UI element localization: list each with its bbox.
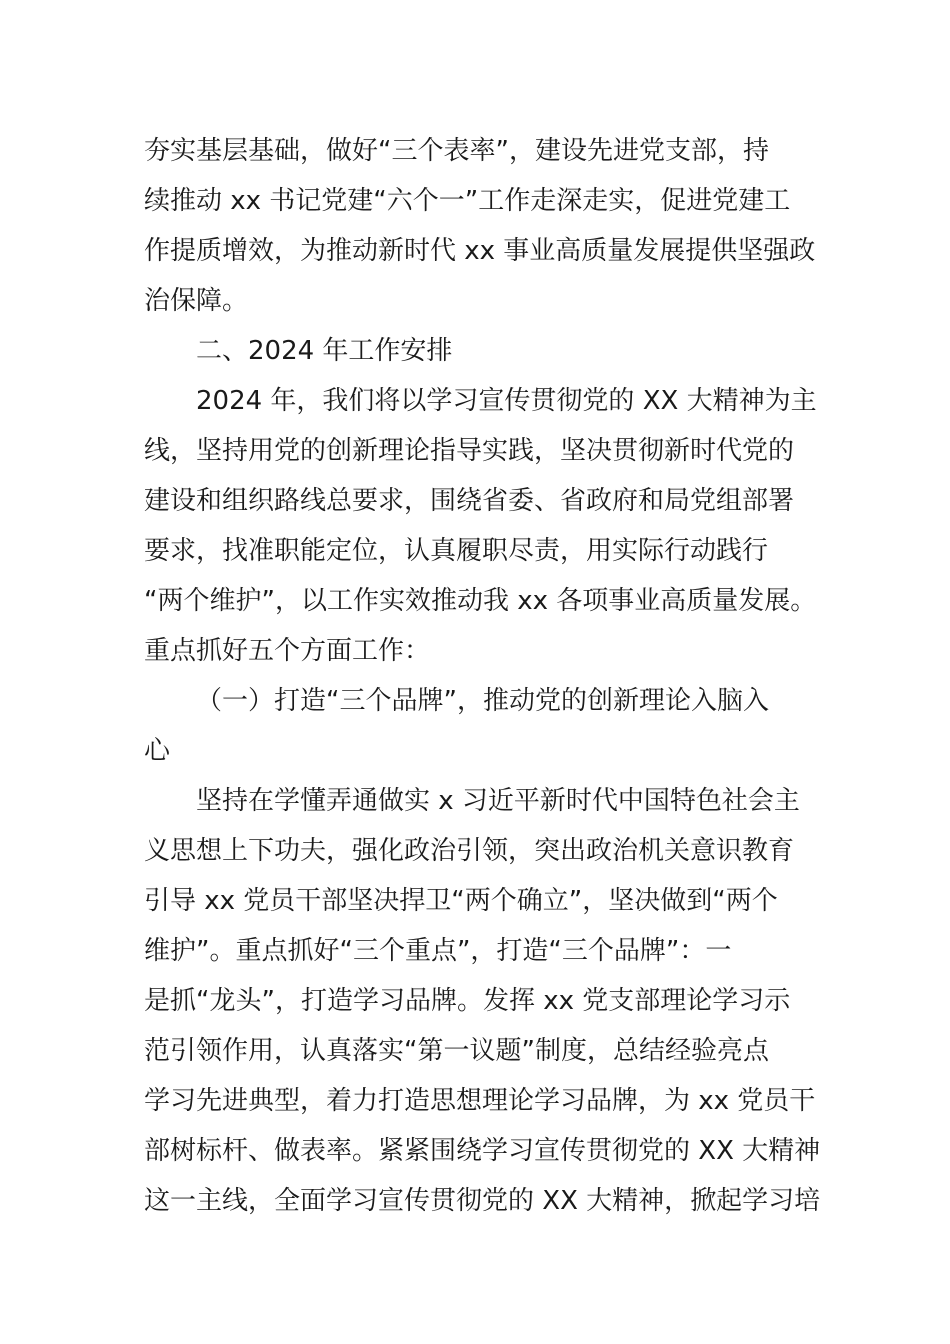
paragraph-line: 要求，找准职能定位，认真履职尽责，用实际行动践行 <box>144 536 769 566</box>
paragraph-line: 坚持在学懂弄通做实 x 习近平新时代中国特色社会主 <box>196 786 800 816</box>
paragraph-line: 作提质增效，为推动新时代 xx 事业高质量发展提供坚强政 <box>144 236 816 266</box>
paragraph-line: 学习先进典型，着力打造思想理论学习品牌，为 xx 党员干 <box>144 1086 816 1116</box>
paragraph-line: 维护”。重点抓好“三个重点”，打造“三个品牌”：一 <box>144 936 732 966</box>
subsection-heading-continued: 心 <box>144 736 171 766</box>
section-heading: 二、2024 年工作安排 <box>196 336 453 366</box>
subsection-heading: （一）打造“三个品牌”，推动党的创新理论入脑入 <box>196 686 769 716</box>
paragraph-line: 是抓“龙头”，打造学习品牌。发挥 xx 党支部理论学习示 <box>144 986 791 1016</box>
paragraph-line: 2024 年，我们将以学习宣传贯彻党的 XX 大精神为主 <box>196 386 817 416</box>
paragraph-line: 建设和组织路线总要求，围绕省委、省政府和局党组部署 <box>144 486 795 516</box>
paragraph-line: 这一主线，全面学习宣传贯彻党的 XX 大精神，掀起学习培 <box>144 1186 821 1216</box>
paragraph-line: 续推动 xx 书记党建“六个一”工作走深走实，促进党建工 <box>144 186 791 216</box>
paragraph-line: 重点抓好五个方面工作： <box>144 636 431 666</box>
paragraph-line: 义思想上下功夫，强化政治引领，突出政治机关意识教育 <box>144 836 795 866</box>
paragraph-line: 范引领作用，认真落实“第一议题”制度，总结经验亮点 <box>144 1036 769 1066</box>
paragraph-line: 治保障。 <box>144 286 249 316</box>
paragraph-line: “两个维护”，以工作实效推动我 xx 各项事业高质量发展。 <box>144 586 817 616</box>
paragraph-line: 引导 xx 党员干部坚决捍卫“两个确立”，坚决做到“两个 <box>144 886 778 916</box>
paragraph-line: 夯实基层基础，做好“三个表率”，建设先进党支部，持 <box>144 136 769 166</box>
paragraph-line: 线，坚持用党的创新理论指导实践，坚决贯彻新时代党的 <box>144 436 795 466</box>
paragraph-line: 部树标杆、做表率。紧紧围绕学习宣传贯彻党的 XX 大精神 <box>144 1136 821 1166</box>
